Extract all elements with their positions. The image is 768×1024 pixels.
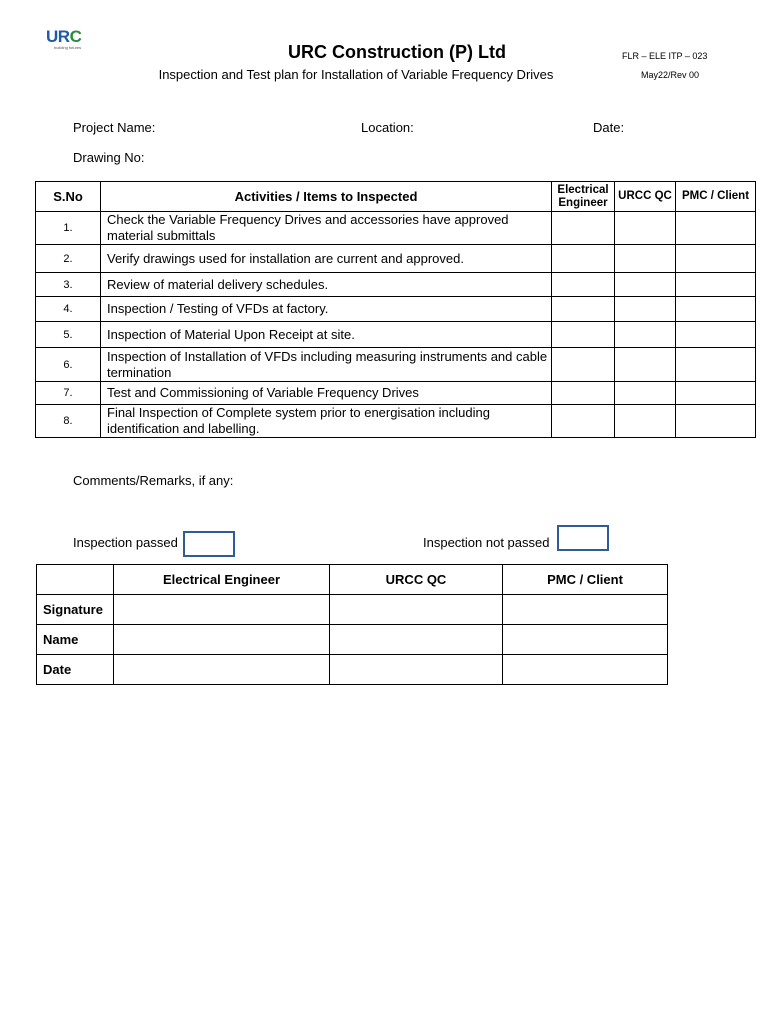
table-row — [36, 245, 756, 273]
row-activity: Inspection of Material Upon Receipt at site. — [101, 322, 552, 348]
project-name-label: Project Name: — [73, 120, 156, 135]
pmc-client-cell[interactable] — [676, 322, 756, 348]
inspection-not-passed-label: Inspection not passed — [423, 535, 550, 550]
pmc-client-cell[interactable] — [676, 382, 756, 405]
urcc-qc-cell[interactable] — [615, 212, 676, 245]
company-name: URC Construction (P) Ltd — [288, 42, 506, 62]
pmc-client-name-cell[interactable] — [503, 625, 668, 655]
row-number: 7. — [36, 382, 101, 405]
row-number: 2. — [36, 245, 101, 273]
logo-text-ur: UR — [46, 27, 70, 46]
document-code: FLR – ELE ITP – 023 — [622, 51, 708, 61]
urcc-qc-cell[interactable] — [615, 322, 676, 348]
table-row — [36, 405, 756, 438]
urcc-qc-cell[interactable] — [615, 297, 676, 322]
table-header-row — [36, 182, 756, 212]
inspection-test-plan-table — [35, 181, 756, 438]
row-activity: Test and Commissioning of Variable Frequency Drives — [101, 382, 552, 405]
electrical-engineer-cell[interactable] — [552, 273, 615, 297]
document-subtitle: Inspection and Test plan for Installation of Variable Frequency Drives — [158, 67, 554, 82]
row-activity: Verify drawings used for installation are current and approved. — [101, 245, 552, 273]
name-row-label: Name — [37, 625, 114, 655]
drawing-no-label: Drawing No: — [73, 150, 145, 165]
electrical-engineer-cell[interactable] — [552, 212, 615, 245]
electrical-engineer-signature-cell[interactable] — [114, 595, 330, 625]
header-urcc-qc: URCC QC — [615, 182, 676, 212]
table-row — [36, 382, 756, 405]
date-label: Date: — [593, 120, 625, 135]
signature-row-label: Signature — [37, 595, 114, 625]
urcc-qc-signature-cell[interactable] — [330, 595, 503, 625]
table-row — [36, 348, 756, 382]
table-row — [36, 273, 756, 297]
inspection-passed-checkbox[interactable] — [183, 531, 235, 557]
pmc-client-cell[interactable] — [676, 297, 756, 322]
pmc-client-cell[interactable] — [676, 212, 756, 245]
row-number: 1. — [36, 212, 101, 245]
pmc-client-date-cell[interactable] — [503, 655, 668, 685]
row-activity: Review of material delivery schedules. — [101, 273, 552, 297]
inspection-passed-label: Inspection passed — [73, 535, 178, 550]
header-activities: Activities / Items to Inspected — [101, 182, 552, 212]
header-pmc-client: PMC / Client — [676, 182, 756, 212]
logo-text-c: C — [69, 27, 82, 46]
urcc-qc-cell[interactable] — [615, 348, 676, 382]
electrical-engineer-cell[interactable] — [552, 405, 615, 438]
pmc-client-cell[interactable] — [676, 245, 756, 273]
urcc-qc-cell[interactable] — [615, 382, 676, 405]
urcc-qc-cell[interactable] — [615, 245, 676, 273]
header-electrical-engineer: Electrical Engineer — [552, 182, 615, 212]
row-activity: Final Inspection of Complete system prior to energisation including identification and labelling. — [101, 405, 552, 438]
electrical-engineer-cell[interactable] — [552, 348, 615, 382]
row-activity: Inspection of Installation of VFDs including measuring instruments and cable termination — [101, 348, 552, 382]
electrical-engineer-date-cell[interactable] — [114, 655, 330, 685]
urcc-qc-cell[interactable] — [615, 273, 676, 297]
logo-tagline: building futures — [54, 45, 82, 50]
comments-label: Comments/Remarks, if any: — [73, 473, 234, 488]
signature-table — [36, 564, 668, 685]
document-revision: May22/Rev 00 — [641, 70, 700, 80]
date-row-label: Date — [37, 655, 114, 685]
table-row — [36, 297, 756, 322]
urcc-qc-date-cell[interactable] — [330, 655, 503, 685]
pmc-client-cell[interactable] — [676, 273, 756, 297]
electrical-engineer-cell[interactable] — [552, 297, 615, 322]
electrical-engineer-name-cell[interactable] — [114, 625, 330, 655]
electrical-engineer-cell[interactable] — [552, 322, 615, 348]
signature-header-electrical-engineer: Electrical Engineer — [114, 565, 330, 595]
row-number: 6. — [36, 348, 101, 382]
signature-row — [37, 595, 668, 625]
table-row — [36, 212, 756, 245]
row-number: 5. — [36, 322, 101, 348]
inspection-not-passed-checkbox[interactable] — [557, 525, 609, 551]
header-sno: S.No — [36, 182, 101, 212]
urcc-qc-name-cell[interactable] — [330, 625, 503, 655]
pmc-client-signature-cell[interactable] — [503, 595, 668, 625]
electrical-engineer-cell[interactable] — [552, 245, 615, 273]
row-number: 3. — [36, 273, 101, 297]
table-row — [36, 322, 756, 348]
date-row — [37, 655, 668, 685]
signature-header-blank — [37, 565, 114, 595]
electrical-engineer-cell[interactable] — [552, 382, 615, 405]
row-activity: Check the Variable Frequency Drives and accessories have approved material submittals — [101, 212, 552, 245]
signature-header-pmc-client: PMC / Client — [503, 565, 668, 595]
location-label: Location: — [361, 120, 414, 135]
row-number: 4. — [36, 297, 101, 322]
urcc-qc-cell[interactable] — [615, 405, 676, 438]
pmc-client-cell[interactable] — [676, 348, 756, 382]
pmc-client-cell[interactable] — [676, 405, 756, 438]
name-row — [37, 625, 668, 655]
signature-header-urcc-qc: URCC QC — [330, 565, 503, 595]
row-activity: Inspection / Testing of VFDs at factory. — [101, 297, 552, 322]
row-number: 8. — [36, 405, 101, 438]
signature-header-row — [37, 565, 668, 595]
